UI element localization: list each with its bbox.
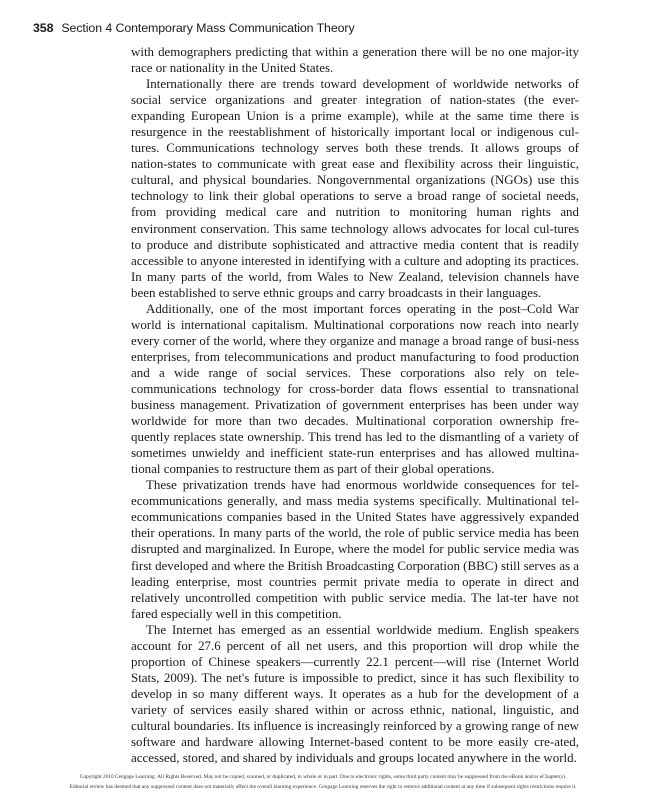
copyright-line: Copyright 2010 Cengage Learning. All Rights Reserved. May not be copied, scanned, or duplicated, in whole or in part. Due to electronic rights, some third party content may be suppressed from the eBook and/or eChapter(s). <box>79 774 567 780</box>
body-text <box>131 44 579 766</box>
paragraph: Additionally, one of the most important forces operating in the post–Cold War world is international capitalism. Multinational corporations now reach into nearly every corner of the world, where they organize and manage a broad range of busi-ness enterprises, from telecommunications and product manufacturing to food production and a wide range of social services. These corporations also rely on tele-communications technology for cross-border data flows essential to transnational business management. Privatization of government enterprises has been under way worldwide for more than two decades. Multinational corporation ownership fre-quently replaces state ownership. This trend has led to the dismantling of a variety of sometimes unwieldy and inefficient state-run enterprises and has allowed multina-tional companies to restructure them as part of their global operations. <box>131 300 579 477</box>
copyright-footer <box>8 772 638 792</box>
paragraph: Internationally there are trends toward development of worldwide networks of social service organizations and greater integration of nation-states (the ever-expanding European Union is a prime example), while at the same time there is resurgence in the reestablishment of historically important local or indigenous cul-tures. Communications technology serves both these trends. It allows groups of nation-states to communicate with great ease and flexibility across their linguistic, cultural, and physical boundaries. Nongovernmental organizations (NGOs) use this technology to link their global operations to serve a broad range of societal needs, from providing medical care and nutrition to monitoring human rights and environment conservation. This same technology allows advocates for local cul-tures to produce and distribute sophisticated and attractive media content that is readily accessible to anyone interested in identifying with a culture and adopting its practices. In many parts of the world, from Wales to New Zealand, television channels have been established to serve ethnic groups and carry broadcasts in their languages. <box>131 76 579 300</box>
section-title: Section 4 Contemporary Mass Communication Theory <box>61 21 355 35</box>
page-number: 358 <box>33 21 54 35</box>
editorial-line: Editorial review has deemed that any suppressed content does not materially affect the overall learning experience. Cengage Learning reserves the right to remove additional content at any time if subsequent rights restrictions require it. <box>69 784 577 790</box>
paragraph: These privatization trends have had enormous worldwide consequences for tel-ecommunications generally, and mass media systems specifically. Multinational tel-ecommunications companies based in the United States have aggressively expanded their operations. In many parts of the world, the role of public service media has been disrupted and marginalized. In Europe, where the model for public service media was first developed and where the British Broadcasting Corporation (BBC) still serves as a leading enterprise, most countries permit private media to operate in direct and relatively uncontrolled competition with public service media. The lat-ter have not fared especially well in this competition. <box>131 477 579 621</box>
paragraph-continuation: with demographers predicting that within a generation there will be no one major-ity race or nationality in the United States. <box>131 44 579 76</box>
paragraph: The Internet has emerged as an essential worldwide medium. English speakers account for 27.6 percent of all net users, and this proportion will drop while the proportion of Chinese speakers—currently 22.1 percent—will rise (Internet World Stats, 2009). The net's future is impossible to predict, since it has such flexibility to develop in so many different ways. It operates as a hub for the development of a variety of services easily shared within or across ethnic, national, linguistic, and cultural boundaries. Its influence is increasingly reinforced by a growing range of new software and hardware allowing Internet-based content to be more easily cre-ated, accessed, stored, and shared by individuals and groups located anywhere in the world. <box>131 621 579 766</box>
running-head <box>33 21 355 35</box>
